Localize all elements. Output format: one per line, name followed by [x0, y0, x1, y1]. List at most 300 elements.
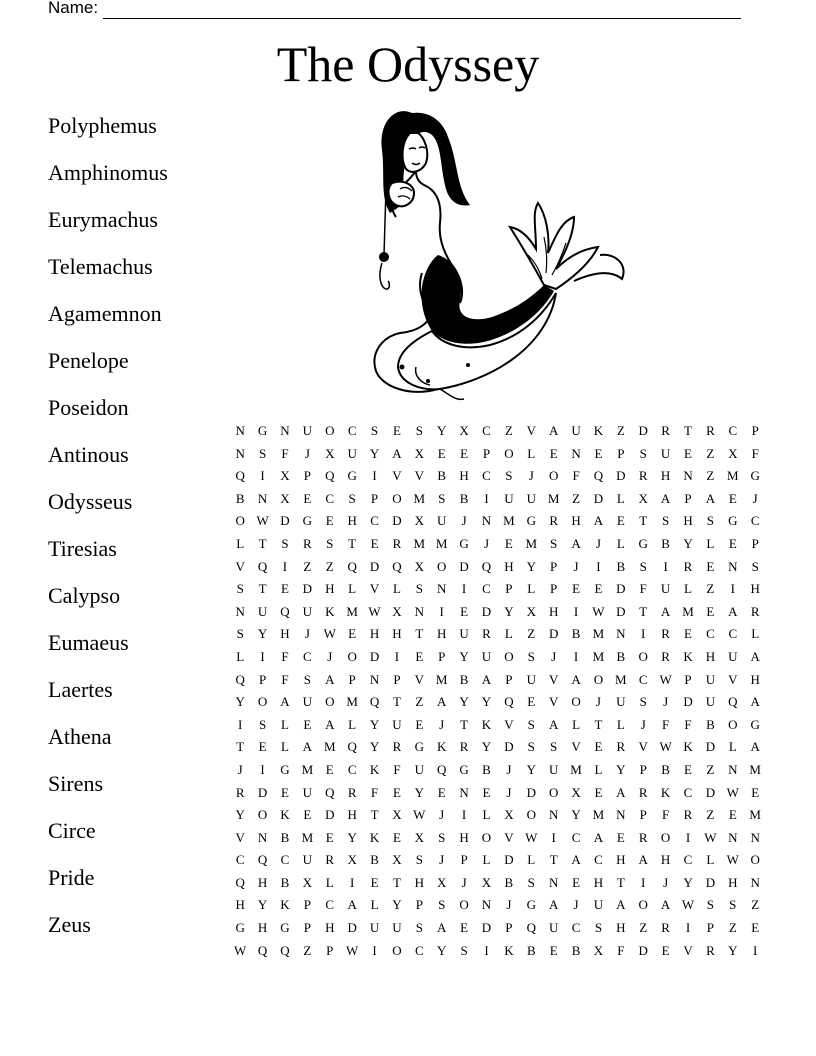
grid-letter[interactable]: P: [550, 558, 558, 574]
grid-letter[interactable]: X: [392, 807, 402, 823]
grid-letter[interactable]: T: [258, 535, 267, 551]
grid-letter[interactable]: U: [548, 920, 559, 936]
grid-letter[interactable]: S: [281, 535, 289, 551]
grid-letter[interactable]: G: [280, 761, 290, 777]
grid-letter[interactable]: H: [257, 920, 268, 936]
grid-letter[interactable]: Y: [369, 739, 380, 755]
grid-letter[interactable]: E: [258, 739, 267, 755]
grid-letter[interactable]: X: [325, 445, 335, 461]
grid-letter[interactable]: J: [461, 513, 467, 529]
grid-letter[interactable]: U: [504, 490, 514, 506]
grid-letter[interactable]: O: [325, 694, 335, 710]
grid-letter[interactable]: V: [504, 829, 514, 845]
grid-letter[interactable]: V: [683, 942, 693, 958]
grid-letter[interactable]: P: [370, 490, 379, 506]
grid-letter[interactable]: J: [573, 897, 579, 913]
grid-letter[interactable]: S: [370, 423, 379, 438]
grid-letter[interactable]: R: [392, 739, 402, 755]
grid-letter[interactable]: C: [370, 513, 379, 529]
grid-letter[interactable]: W: [681, 897, 695, 913]
grid-letter[interactable]: N: [235, 445, 245, 461]
grid-letter[interactable]: I: [685, 920, 691, 936]
grid-letter[interactable]: Z: [527, 626, 536, 642]
grid-letter[interactable]: R: [638, 784, 648, 800]
grid-letter[interactable]: M: [323, 739, 336, 755]
grid-letter[interactable]: D: [369, 558, 380, 574]
grid-letter[interactable]: H: [705, 648, 716, 664]
grid-letter[interactable]: X: [414, 445, 425, 461]
grid-letter[interactable]: E: [728, 535, 737, 551]
grid-letter[interactable]: T: [348, 535, 357, 551]
grid-letter[interactable]: P: [505, 920, 513, 936]
grid-letter[interactable]: W: [323, 626, 336, 642]
grid-letter[interactable]: B: [280, 829, 290, 845]
grid-letter[interactable]: U: [392, 920, 402, 936]
grid-letter[interactable]: H: [750, 581, 760, 597]
grid-letter[interactable]: A: [392, 445, 402, 461]
grid-letter[interactable]: E: [392, 784, 401, 800]
grid-letter[interactable]: S: [550, 535, 558, 551]
grid-letter[interactable]: W: [726, 784, 739, 800]
grid-letter[interactable]: E: [370, 874, 379, 890]
grid-letter[interactable]: C: [638, 671, 648, 687]
grid-letter[interactable]: R: [661, 920, 670, 936]
grid-letter[interactable]: T: [639, 603, 648, 619]
grid-letter[interactable]: S: [415, 581, 423, 597]
grid-letter[interactable]: E: [684, 626, 692, 642]
grid-letter[interactable]: V: [369, 581, 380, 597]
grid-letter[interactable]: L: [616, 490, 625, 506]
grid-letter[interactable]: B: [616, 648, 626, 664]
grid-letter[interactable]: E: [392, 423, 401, 438]
grid-letter[interactable]: C: [303, 648, 312, 664]
grid-letter[interactable]: C: [325, 490, 335, 506]
grid-letter[interactable]: M: [413, 490, 426, 506]
grid-letter[interactable]: P: [505, 581, 513, 597]
grid-letter[interactable]: O: [481, 829, 492, 845]
grid-letter[interactable]: F: [617, 942, 625, 958]
grid-letter[interactable]: L: [281, 739, 289, 755]
grid-letter[interactable]: Q: [325, 784, 335, 800]
grid-letter[interactable]: R: [706, 423, 715, 438]
grid-letter[interactable]: O: [392, 490, 402, 506]
grid-letter[interactable]: Q: [526, 920, 536, 936]
grid-letter[interactable]: Y: [235, 694, 245, 710]
grid-letter[interactable]: A: [571, 535, 581, 551]
grid-letter[interactable]: Y: [571, 807, 581, 823]
grid-letter[interactable]: U: [705, 671, 716, 687]
grid-letter[interactable]: G: [257, 423, 268, 438]
grid-letter[interactable]: A: [571, 852, 581, 868]
grid-letter[interactable]: A: [593, 513, 604, 529]
grid-letter[interactable]: U: [593, 897, 604, 913]
grid-letter[interactable]: U: [660, 445, 671, 461]
grid-letter[interactable]: B: [706, 716, 715, 732]
grid-letter[interactable]: H: [459, 468, 469, 484]
grid-letter[interactable]: N: [683, 468, 693, 484]
grid-letter[interactable]: E: [460, 603, 469, 619]
grid-letter[interactable]: M: [346, 694, 358, 710]
grid-letter[interactable]: X: [302, 874, 313, 890]
grid-letter[interactable]: E: [616, 829, 625, 845]
grid-letter[interactable]: W: [346, 942, 359, 958]
grid-letter[interactable]: E: [281, 581, 289, 597]
grid-letter[interactable]: Q: [369, 694, 380, 710]
grid-letter[interactable]: C: [482, 468, 491, 484]
grid-letter[interactable]: N: [750, 874, 760, 890]
grid-letter[interactable]: X: [392, 603, 402, 619]
grid-letter[interactable]: R: [347, 784, 357, 800]
grid-letter[interactable]: L: [348, 581, 357, 597]
grid-letter[interactable]: X: [593, 942, 604, 958]
grid-letter[interactable]: Y: [235, 807, 245, 823]
grid-letter[interactable]: X: [414, 513, 425, 529]
grid-letter[interactable]: X: [728, 445, 738, 461]
grid-letter[interactable]: O: [437, 558, 447, 574]
grid-letter[interactable]: P: [438, 648, 446, 664]
grid-letter[interactable]: O: [235, 513, 245, 529]
grid-letter[interactable]: H: [616, 852, 626, 868]
grid-letter[interactable]: D: [683, 694, 693, 710]
grid-letter[interactable]: S: [438, 897, 446, 913]
grid-letter[interactable]: J: [663, 874, 669, 890]
grid-letter[interactable]: Y: [526, 558, 536, 574]
grid-letter[interactable]: Y: [392, 897, 402, 913]
grid-letter[interactable]: C: [728, 626, 738, 642]
grid-letter[interactable]: H: [683, 513, 693, 529]
grid-letter[interactable]: K: [325, 603, 335, 619]
grid-letter[interactable]: L: [348, 716, 357, 732]
grid-letter[interactable]: H: [750, 671, 760, 687]
grid-letter[interactable]: T: [392, 694, 401, 710]
grid-letter[interactable]: J: [327, 648, 333, 664]
grid-letter[interactable]: Y: [459, 648, 469, 664]
grid-letter[interactable]: S: [415, 852, 423, 868]
grid-letter[interactable]: M: [435, 535, 448, 551]
grid-letter[interactable]: G: [302, 513, 313, 529]
grid-letter[interactable]: C: [414, 942, 424, 958]
grid-letter[interactable]: E: [460, 920, 469, 936]
grid-letter[interactable]: I: [663, 558, 668, 574]
grid-letter[interactable]: G: [347, 468, 357, 484]
grid-letter[interactable]: S: [236, 626, 244, 642]
grid-letter[interactable]: I: [551, 829, 556, 845]
grid-letter[interactable]: I: [372, 468, 377, 484]
grid-letter[interactable]: N: [728, 829, 738, 845]
grid-letter[interactable]: I: [573, 648, 579, 664]
grid-letter[interactable]: M: [727, 468, 739, 484]
grid-letter[interactable]: J: [439, 716, 445, 732]
grid-letter[interactable]: C: [594, 852, 603, 868]
grid-letter[interactable]: W: [234, 942, 247, 958]
grid-letter[interactable]: N: [481, 513, 492, 529]
grid-letter[interactable]: M: [503, 513, 515, 529]
grid-letter[interactable]: R: [303, 535, 312, 551]
grid-letter[interactable]: B: [504, 874, 514, 890]
grid-letter[interactable]: J: [304, 445, 310, 461]
grid-letter[interactable]: I: [394, 648, 400, 664]
grid-letter[interactable]: L: [616, 535, 625, 551]
grid-letter[interactable]: R: [661, 626, 670, 642]
grid-letter[interactable]: J: [551, 648, 557, 664]
grid-letter[interactable]: S: [438, 829, 446, 845]
grid-letter[interactable]: A: [750, 739, 760, 755]
grid-letter[interactable]: R: [325, 852, 335, 868]
grid-letter[interactable]: M: [592, 807, 605, 823]
grid-letter[interactable]: J: [640, 716, 646, 732]
grid-letter[interactable]: H: [369, 626, 380, 642]
grid-letter[interactable]: A: [548, 897, 559, 913]
grid-letter[interactable]: S: [662, 513, 670, 529]
grid-letter[interactable]: N: [459, 784, 469, 800]
grid-letter[interactable]: E: [370, 535, 379, 551]
grid-letter[interactable]: M: [570, 761, 582, 777]
grid-letter[interactable]: U: [437, 513, 447, 529]
grid-letter[interactable]: A: [437, 694, 447, 710]
grid-letter[interactable]: U: [571, 423, 581, 438]
grid-letter[interactable]: L: [281, 716, 289, 732]
grid-letter[interactable]: O: [750, 852, 760, 868]
grid-letter[interactable]: C: [728, 423, 738, 438]
grid-letter[interactable]: H: [593, 874, 604, 890]
grid-letter[interactable]: A: [728, 603, 738, 619]
grid-letter[interactable]: V: [571, 739, 581, 755]
grid-letter[interactable]: N: [257, 490, 268, 506]
grid-letter[interactable]: D: [392, 513, 402, 529]
grid-letter[interactable]: O: [347, 648, 357, 664]
grid-letter[interactable]: M: [346, 603, 358, 619]
grid-letter[interactable]: Q: [235, 468, 245, 484]
grid-letter[interactable]: Y: [414, 784, 425, 800]
grid-letter[interactable]: R: [459, 739, 469, 755]
grid-letter[interactable]: F: [662, 807, 670, 823]
grid-letter[interactable]: T: [415, 626, 424, 642]
grid-letter[interactable]: E: [392, 829, 401, 845]
grid-letter[interactable]: X: [414, 829, 425, 845]
grid-letter[interactable]: U: [302, 784, 313, 800]
grid-letter[interactable]: Q: [257, 558, 268, 574]
grid-letter[interactable]: S: [706, 513, 715, 529]
grid-letter[interactable]: L: [751, 626, 760, 642]
grid-letter[interactable]: T: [370, 807, 379, 823]
grid-letter[interactable]: P: [505, 671, 513, 687]
grid-letter[interactable]: M: [592, 648, 605, 664]
grid-letter[interactable]: I: [260, 648, 265, 664]
grid-letter[interactable]: Y: [437, 942, 447, 958]
grid-letter[interactable]: Y: [683, 535, 693, 551]
grid-letter[interactable]: X: [414, 558, 425, 574]
grid-letter[interactable]: G: [750, 468, 760, 484]
grid-letter[interactable]: S: [438, 490, 446, 506]
grid-letter[interactable]: S: [460, 942, 468, 958]
grid-letter[interactable]: H: [504, 558, 514, 574]
grid-letter[interactable]: S: [415, 920, 423, 936]
grid-letter[interactable]: I: [596, 558, 601, 574]
grid-letter[interactable]: L: [728, 739, 737, 755]
grid-letter[interactable]: K: [683, 648, 693, 664]
grid-letter[interactable]: X: [347, 852, 357, 868]
grid-letter[interactable]: F: [370, 784, 379, 800]
grid-letter[interactable]: Q: [280, 942, 290, 958]
grid-letter[interactable]: A: [437, 920, 447, 936]
grid-letter[interactable]: O: [548, 784, 559, 800]
grid-letter[interactable]: C: [347, 423, 357, 438]
grid-letter[interactable]: F: [281, 648, 289, 664]
grid-letter[interactable]: I: [260, 761, 265, 777]
grid-letter[interactable]: F: [281, 671, 289, 687]
grid-letter[interactable]: N: [437, 581, 447, 597]
grid-letter[interactable]: J: [506, 897, 512, 913]
grid-letter[interactable]: P: [303, 468, 311, 484]
grid-letter[interactable]: P: [482, 445, 491, 461]
grid-letter[interactable]: S: [348, 490, 356, 506]
grid-letter[interactable]: D: [302, 581, 313, 597]
grid-letter[interactable]: J: [573, 558, 579, 574]
grid-letter[interactable]: A: [616, 784, 626, 800]
grid-letter[interactable]: S: [236, 581, 244, 597]
grid-letter[interactable]: A: [750, 648, 760, 664]
grid-letter[interactable]: L: [482, 852, 491, 868]
grid-letter[interactable]: Y: [437, 423, 447, 438]
grid-letter[interactable]: C: [683, 784, 693, 800]
grid-letter[interactable]: I: [282, 558, 288, 574]
grid-letter[interactable]: Z: [706, 468, 715, 484]
grid-letter[interactable]: O: [526, 807, 536, 823]
grid-letter[interactable]: X: [504, 807, 514, 823]
grid-letter[interactable]: Q: [235, 874, 245, 890]
grid-letter[interactable]: G: [728, 513, 738, 529]
grid-letter[interactable]: N: [548, 807, 559, 823]
grid-letter[interactable]: N: [728, 558, 738, 574]
grid-letter[interactable]: D: [325, 807, 335, 823]
grid-letter[interactable]: H: [728, 874, 738, 890]
grid-letter[interactable]: U: [414, 761, 425, 777]
grid-letter[interactable]: A: [347, 897, 357, 913]
grid-letter[interactable]: J: [528, 468, 534, 484]
grid-letter[interactable]: U: [347, 445, 357, 461]
grid-letter[interactable]: R: [683, 558, 693, 574]
grid-letter[interactable]: S: [706, 897, 715, 913]
grid-letter[interactable]: Q: [347, 558, 357, 574]
grid-letter[interactable]: L: [527, 581, 536, 597]
grid-letter[interactable]: F: [572, 468, 580, 484]
grid-letter[interactable]: C: [347, 761, 357, 777]
grid-letter[interactable]: J: [595, 694, 601, 710]
grid-letter[interactable]: U: [728, 648, 738, 664]
grid-letter[interactable]: S: [527, 874, 535, 890]
grid-letter[interactable]: N: [481, 897, 492, 913]
grid-letter[interactable]: E: [684, 761, 692, 777]
grid-letter[interactable]: W: [659, 671, 672, 687]
grid-letter[interactable]: P: [393, 671, 401, 687]
grid-letter[interactable]: Z: [706, 761, 715, 777]
grid-letter[interactable]: J: [304, 626, 310, 642]
grid-letter[interactable]: F: [393, 761, 401, 777]
grid-letter[interactable]: W: [704, 829, 717, 845]
grid-letter[interactable]: V: [548, 694, 559, 710]
grid-letter[interactable]: D: [526, 784, 536, 800]
grid-letter[interactable]: V: [526, 423, 536, 438]
letter-grid[interactable]: [229, 420, 767, 962]
grid-letter[interactable]: E: [348, 626, 357, 642]
grid-letter[interactable]: P: [706, 920, 715, 936]
grid-letter[interactable]: E: [504, 535, 513, 551]
grid-letter[interactable]: Q: [481, 558, 492, 574]
grid-letter[interactable]: Y: [481, 694, 492, 710]
grid-letter[interactable]: U: [616, 694, 626, 710]
grid-letter[interactable]: L: [392, 581, 401, 597]
grid-letter[interactable]: D: [616, 468, 626, 484]
grid-letter[interactable]: D: [705, 739, 716, 755]
grid-letter[interactable]: M: [592, 626, 605, 642]
grid-letter[interactable]: F: [662, 716, 670, 732]
grid-letter[interactable]: J: [439, 852, 445, 868]
grid-letter[interactable]: G: [526, 897, 536, 913]
grid-letter[interactable]: D: [481, 920, 492, 936]
grid-letter[interactable]: N: [235, 423, 245, 438]
grid-letter[interactable]: E: [303, 807, 312, 823]
grid-letter[interactable]: B: [459, 671, 469, 687]
grid-letter[interactable]: J: [506, 761, 512, 777]
grid-letter[interactable]: Q: [280, 603, 290, 619]
grid-letter[interactable]: X: [526, 603, 536, 619]
grid-letter[interactable]: K: [437, 739, 447, 755]
grid-letter[interactable]: P: [639, 761, 647, 777]
grid-letter[interactable]: P: [415, 897, 423, 913]
grid-letter[interactable]: B: [482, 761, 491, 777]
grid-letter[interactable]: J: [752, 490, 758, 506]
grid-letter[interactable]: O: [660, 829, 671, 845]
grid-letter[interactable]: L: [706, 535, 715, 551]
grid-letter[interactable]: I: [641, 626, 646, 642]
grid-letter[interactable]: X: [437, 874, 447, 890]
grid-letter[interactable]: T: [639, 513, 648, 529]
grid-letter[interactable]: O: [257, 694, 268, 710]
grid-letter[interactable]: P: [303, 897, 311, 913]
grid-letter[interactable]: W: [368, 603, 381, 619]
grid-letter[interactable]: A: [593, 829, 604, 845]
grid-letter[interactable]: B: [661, 535, 670, 551]
grid-letter[interactable]: P: [258, 671, 267, 687]
grid-letter[interactable]: A: [325, 671, 335, 687]
grid-letter[interactable]: T: [684, 423, 692, 438]
grid-letter[interactable]: Z: [706, 445, 715, 461]
grid-letter[interactable]: O: [571, 694, 581, 710]
grid-letter[interactable]: S: [258, 716, 267, 732]
grid-letter[interactable]: H: [280, 626, 290, 642]
grid-letter[interactable]: H: [660, 468, 671, 484]
grid-letter[interactable]: S: [258, 445, 267, 461]
grid-letter[interactable]: Q: [235, 671, 245, 687]
grid-letter[interactable]: M: [413, 535, 426, 551]
grid-letter[interactable]: D: [347, 920, 357, 936]
grid-letter[interactable]: E: [482, 784, 491, 800]
grid-letter[interactable]: A: [481, 671, 492, 687]
grid-letter[interactable]: B: [526, 942, 536, 958]
grid-letter[interactable]: E: [527, 694, 536, 710]
grid-letter[interactable]: U: [257, 603, 268, 619]
grid-letter[interactable]: Y: [526, 761, 536, 777]
grid-letter[interactable]: L: [236, 535, 245, 551]
grid-letter[interactable]: R: [482, 626, 491, 642]
grid-letter[interactable]: D: [705, 784, 716, 800]
name-underline[interactable]: [103, 2, 741, 19]
grid-letter[interactable]: C: [571, 829, 581, 845]
grid-letter[interactable]: X: [280, 490, 290, 506]
grid-letter[interactable]: E: [594, 445, 603, 461]
grid-letter[interactable]: Z: [303, 558, 312, 574]
grid-letter[interactable]: N: [369, 671, 380, 687]
